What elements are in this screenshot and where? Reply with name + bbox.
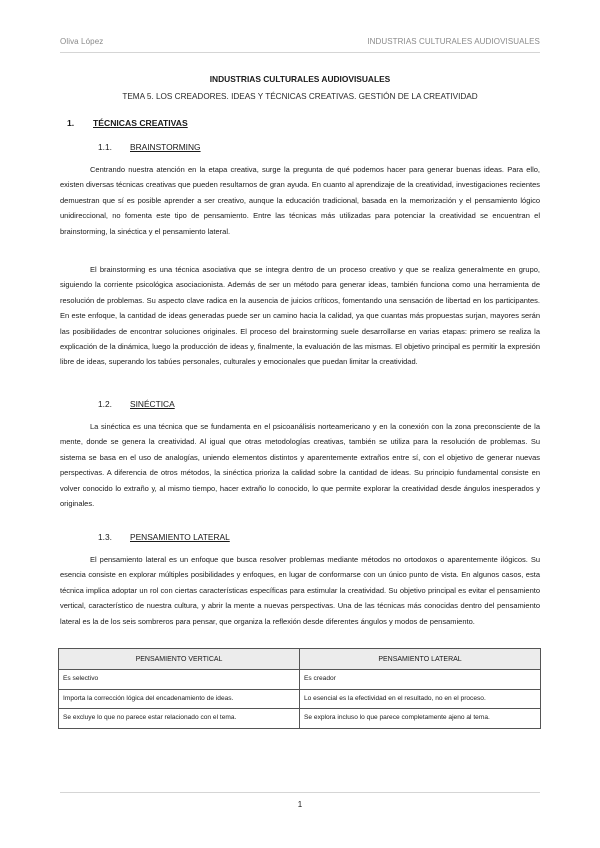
- section-heading-techniques: [67, 118, 188, 128]
- column-header-lateral: PENSAMIENTO LATERAL: [300, 649, 541, 670]
- subsection-title: PENSAMIENTO LATERAL: [130, 532, 230, 542]
- subsection-heading-lateral-thinking: [98, 532, 230, 542]
- table-header-row: [59, 649, 541, 670]
- comparison-table: [58, 648, 541, 729]
- footer-divider: [60, 792, 540, 793]
- subsection-number: 1.1.: [98, 142, 112, 152]
- table-row: [59, 709, 541, 729]
- document-title: INDUSTRIAS CULTURALES AUDIOVISUALES: [209, 74, 391, 84]
- subsection-title: SINÉCTICA: [130, 399, 175, 409]
- column-header-vertical: PENSAMIENTO VERTICAL: [59, 649, 300, 670]
- table-cell: Lo esencial es la efectividad en el resultado, no en el proceso.: [300, 689, 541, 709]
- table-cell: Es creador: [300, 670, 541, 690]
- paragraph-brainstorming-detail: El brainstorming es una técnica asociativa que se integra dentro de un proceso creativo y que se realiza generalmente en grupo, siguiendo la corriente psicológica asociacionista. Además de ser un método para generar ideas, también funciona como una herramienta de resolución de problemas. Su aspecto clave radica en la ausencia de juicios críticos, fomentando una sensación de libertad en los participantes. En este enfoque, la cantidad de ideas generadas puede ser un camino hacia la calidad, ya que cuantas más propuestas surjan, mayores serán las posibilidades de encontrar soluciones originales. El proceso del brainstorming suele desarrollarse en varias etapas: primero se realiza la explicación de la dinámica, luego la producción de ideas y, finalmente, la evaluación de las mismas. El objetivo principal es permitir la expresión libre de ideas, superando los tabúes personales, culturales y emocionales que puedan limitar la creatividad.: [60, 265, 540, 367]
- table-cell: Importa la corrección lógica del encadenamiento de ideas.: [59, 689, 300, 709]
- header-course: INDUSTRIAS CULTURALES AUDIOVISUALES: [367, 37, 540, 46]
- paragraph-synectics: La sinéctica es una técnica que se fundamenta en el psicoanálisis norteamericano y en la conexión con la zona preconsciente de la mente, donde se genera la creatividad. Al igual que otras metodologías creativas, también se utiliza para la resolución de problemas. Su sistema se basa en el uso de analogías, uniendo elementos distintos y aparentemente extraños entre sí, con el objetivo de generar nuevas perspectivas. A diferencia de otros métodos, la sinéctica prioriza la calidad sobre la cantidad de ideas. Su principio fundamental consiste en volver conocido lo extraño y, al mismo tiempo, hacer extraño lo conocido, lo que permite explorar la creatividad desde ángulos inesperados y originales.: [60, 422, 540, 509]
- document-subtitle: TEMA 5. LOS CREADORES. IDEAS Y TÉCNICAS CREATIVAS. GESTIÓN DE LA CREATIVIDAD: [122, 92, 478, 101]
- subsection-title: BRAINSTORMING: [130, 142, 201, 152]
- header-author: Oliva López: [60, 37, 104, 46]
- paragraph-lateral-thinking: El pensamiento lateral es un enfoque que busca resolver problemas mediante métodos no ortodoxos o aparentemente ilógicos. Su esencia consiste en explorar múltiples posibilidades y enfoques, en lugar de conformarse con un único punto de vista. En algunos casos, esta técnica implica adoptar un rol con ciertas características específicas para estimular la creatividad. Su objetivo principal es evitar el pensamiento vertical, característico de nuestra cultura, y abrir la mente a nuevas perspectivas. Una de las técnicas más conocidas dentro del pensamiento lateral es la de los seis sombreros para pensar, que organiza la reflexión desde diferentes ángulos y modos de pensamiento.: [60, 555, 540, 626]
- table-cell: Se excluye lo que no parece estar relacionado con el tema.: [59, 709, 300, 729]
- subsection-heading-brainstorming: [98, 142, 201, 152]
- paragraph-brainstorming-intro: Centrando nuestra atención en la etapa creativa, surge la pregunta de qué podemos hacer para generar buenas ideas. Para ello, existen diversas técnicas creativas que pueden resultarnos de gran ayuda. En cuanto al aprendizaje de la creatividad, investigaciones recientes demuestran que sí es posible aprender a ser creativo, aunque la educación tradicional, basada en la memorización y el pensamiento lógico unidireccional, no fomenta este tipo de pensamiento. Entre las técnicas más utilizadas para potenciar la creatividad se encuentran el brainstorming, la sinéctica y el pensamiento lateral.: [60, 165, 540, 236]
- table-row: [59, 670, 541, 690]
- subsection-heading-synectics: [98, 399, 175, 409]
- table-cell: Se explora incluso lo que parece completamente ajeno al tema.: [300, 709, 541, 729]
- table-cell: Es selectivo: [59, 670, 300, 690]
- table-row: [59, 689, 541, 709]
- subsection-number: 1.2.: [98, 399, 112, 409]
- section-title: TÉCNICAS CREATIVAS: [93, 118, 188, 128]
- header-divider: [60, 52, 540, 53]
- page-number: 1: [297, 800, 303, 809]
- subsection-number: 1.3.: [98, 532, 112, 542]
- section-number: 1.: [67, 118, 75, 128]
